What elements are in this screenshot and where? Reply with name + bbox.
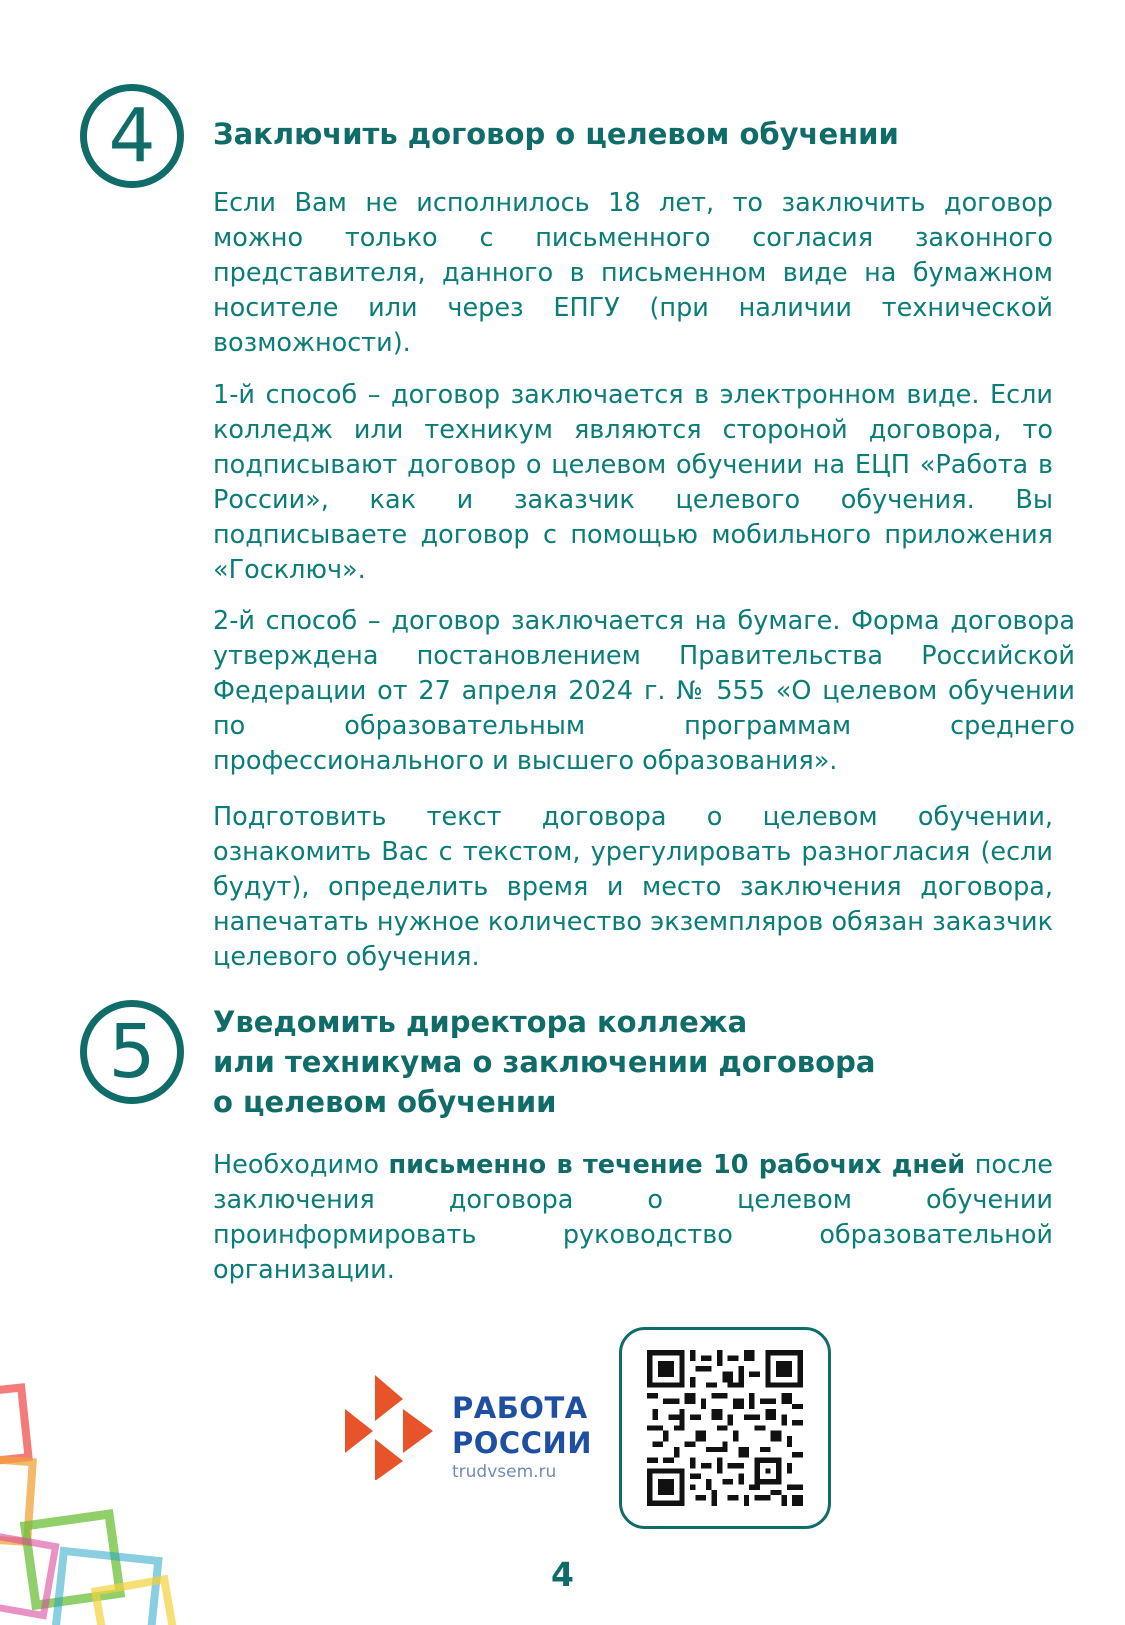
step-4-paragraph-3: 2-й способ – договор заключается на бумаге. Форма договора утверждена постановлением Правительства Российской Федерации от 27 апреля 2024 г. № 555 «О целевом обучении по образовательным программам среднего профессионального и высшего образования». (213, 606, 1075, 776)
step-5-paragraph-bold: письменно в течение 10 рабочих дней (388, 1150, 966, 1180)
logo-text-line-2: РОССИИ (452, 1426, 593, 1460)
step-5-number-circle (80, 1000, 184, 1104)
page-number: 4 (551, 1555, 574, 1594)
logo-text-line-1: РАБОТА (452, 1391, 588, 1425)
step-4-title: Заключить договор о целевом обучении (213, 117, 899, 151)
logo-url: trudvsem.ru (452, 1462, 557, 1482)
step-5-number: 5 (108, 1009, 156, 1095)
qr-code-icon (647, 1350, 803, 1506)
step-4-number: 4 (108, 93, 156, 179)
step-5-title (213, 1002, 875, 1122)
step-5-title-line-3: о целевом обучении (213, 1085, 557, 1119)
rabota-rossii-logo[interactable] (345, 1375, 595, 1485)
step-5-title-line-2: или техникума о заключении договора (213, 1045, 876, 1079)
qr-code-frame[interactable] (619, 1327, 831, 1529)
step-4-paragraph-4: Подготовить текст договора о целевом обучении, ознакомить Вас с текстом, урегулировать разногласия (если будут), определить время и место заключения договора, напечатать нужное количество экземпляров обязан заказчик целевого обучения. (213, 802, 1053, 972)
step-5-title-line-1: Уведомить директора коллежа (213, 1005, 748, 1039)
step-5-paragraph-end: после заключения договора о целевом обучении проинформировать руководство образовательной организации. (213, 1150, 1053, 1285)
step-5-paragraph-start: Необходимо (213, 1150, 389, 1180)
rabota-rossii-arrows-icon (345, 1375, 440, 1480)
step-5-paragraph (213, 1148, 1053, 1288)
step-4-number-circle (80, 84, 184, 188)
step-4-paragraph-2: 1-й способ – договор заключается в электронном виде. Если колледж или техникум являются стороной договора, то подписывают договор о целевом обучении на ЕЦП «Работа в России», как и заказчик целевого обучения. Вы подписываете договор с помощью мобильного приложения «Госключ». (213, 380, 1053, 585)
step-4-paragraph-1: Если Вам не исполнилось 18 лет, то заключить договор можно только с письменного согласия законного представителя, данного в письменном виде на бумажном носителе или через ЕПГУ (при наличии технической возможности). (213, 188, 1053, 358)
